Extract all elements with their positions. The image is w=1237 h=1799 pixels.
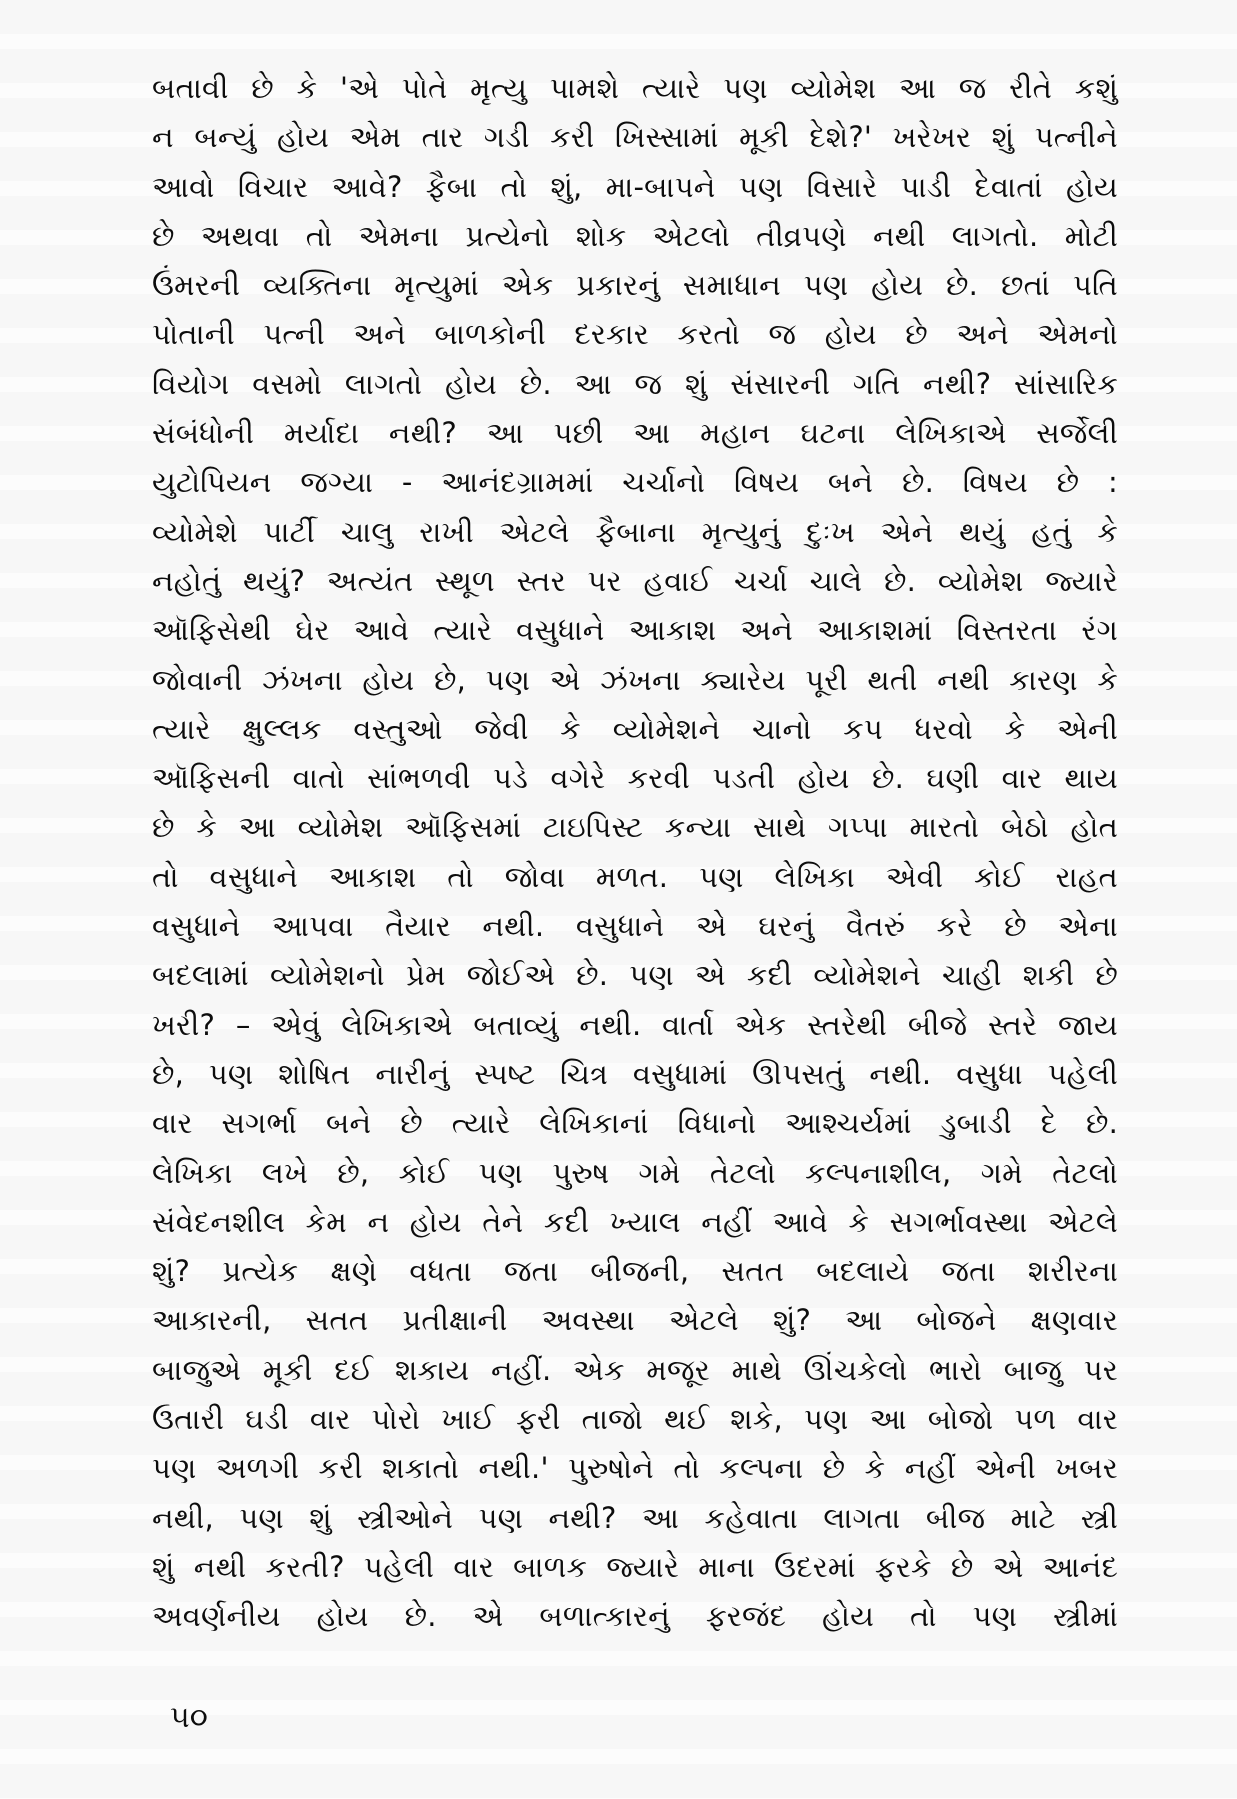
text-line: શું? પ્રત્યેક ક્ષણે વધતા જતા બીજની, સતત બદલાયે જતા શરીરના bbox=[152, 1254, 1118, 1289]
text-line: નહોતું થયું? અત્યંત સ્થૂળ સ્તર પર હવાઈ ચર્ચા ચાલે છે. વ્યોમેશ જ્યારે bbox=[152, 563, 1118, 598]
text-line: આવો વિચાર આવે? ફૈબા તો શું, મા-બાપને પણ વિસારે પાડી દેવાતાં હોય bbox=[152, 169, 1118, 204]
text-line: અવર્ણનીય હોય છે. એ બળાત્કારનું ફરજંદ હોય તો પણ સ્ત્રીમાં bbox=[152, 1599, 1118, 1634]
text-line: છે, પણ શોષિત નારીનું સ્પષ્ટ ચિત્ર વસુધામાં ઊપસતું નથી. વસુધા પહેલી bbox=[152, 1056, 1118, 1091]
text-line: યુટોપિયન જગ્યા - આનંદગ્રામમાં ચર્ચાનો વિષય બને છે. વિષય છે : bbox=[152, 465, 1118, 500]
text-line: ઑફિસની વાતો સાંભળવી પડે વગેરે કરવી પડતી હોય છે. ઘણી વાર થાય bbox=[152, 761, 1118, 796]
text-line: પણ અળગી કરી શકાતો નથી.' પુરુષોને તો કલ્પના છે કે નહીં એની ખબર bbox=[152, 1451, 1118, 1486]
text-line: જોવાની ઝંખના હોય છે, પણ એ ઝંખના ક્યારેય પૂરી થતી નથી કારણ કે bbox=[152, 662, 1118, 697]
text-line: આકારની, સતત પ્રતીક્ષાની અવસ્થા એટલે શું? આ બોજને ક્ષણવાર bbox=[152, 1303, 1118, 1338]
text-line: બાજુએ મૂકી દઈ શકાય નહીં. એક મજૂર માથે ઊંચકેલો ભારો બાજુ પર bbox=[152, 1352, 1118, 1387]
text-line: ન બન્યું હોય એમ તાર ગડી કરી ખિસ્સામાં મૂકી દેશે?' ખરેખર શું પત્નીને bbox=[152, 120, 1118, 155]
text-line: લેખિકા લખે છે, કોઈ પણ પુરુષ ગમે તેટલો કલ્પનાશીલ, ગમે તેટલો bbox=[152, 1155, 1118, 1190]
text-line: બતાવી છે કે 'એ પોતે મૃત્યુ પામશે ત્યારે પણ વ્યોમેશ આ જ રીતે કશું bbox=[152, 71, 1118, 105]
page-number: ૫૦ bbox=[170, 1700, 208, 1735]
text-line: વાર સગર્ભા બને છે ત્યારે લેખિકાનાં વિધાનો આશ્ચર્યમાં ડુબાડી દે છે. bbox=[152, 1106, 1118, 1141]
text-line: ખરી? – એવું લેખિકાએ બતાવ્યું નથી. વાર્તા એક સ્તરેથી બીજે સ્તરે જાય bbox=[152, 1007, 1118, 1042]
text-line: વસુધાને આપવા તૈયાર નથી. વસુધાને એ ઘરનું વૈતરું કરે છે એના bbox=[152, 909, 1118, 944]
text-line: છે કે આ વ્યોમેશ ઑફિસમાં ટાઇપિસ્ટ કન્યા સાથે ગપ્પા મારતો બેઠો હોત bbox=[152, 810, 1118, 845]
text-line: નથી, પણ શું સ્ત્રીઓને પણ નથી? આ કહેવાતા લાગતા બીજ માટે સ્ત્રી bbox=[152, 1500, 1118, 1535]
text-line: પોતાની પત્ની અને બાળકોની દરકાર કરતો જ હોય છે અને એમનો bbox=[152, 317, 1118, 352]
text-line: બદલામાં વ્યોમેશનો પ્રેમ જોઈએ છે. પણ એ કદી વ્યોમેશને ચાહી શકી છે bbox=[152, 958, 1118, 993]
text-line: ઉતારી ઘડી વાર પોરો ખાઈ ફરી તાજો થઈ શકે, પણ આ બોજો પળ વાર bbox=[152, 1402, 1118, 1437]
text-line: તો વસુધાને આકાશ તો જોવા મળત. પણ લેખિકા એવી કોઈ રાહત bbox=[152, 859, 1118, 894]
text-line: શું નથી કરતી? પહેલી વાર બાળક જ્યારે માના ઉદરમાં ફરકે છે એ આનંદ bbox=[152, 1549, 1118, 1584]
page-text bbox=[152, 64, 1118, 1642]
text-line: છે અથવા તો એમના પ્રત્યેનો શોક એટલો તીવ્રપણે નથી લાગતો. મોટી bbox=[152, 218, 1118, 253]
text-line: વિયોગ વસમો લાગતો હોય છે. આ જ શું સંસારની ગતિ નથી? સાંસારિક bbox=[152, 366, 1118, 401]
text-line: સંવેદનશીલ કેમ ન હોય તેને કદી ખ્યાલ નહીં આવે કે સગર્ભાવસ્થા એટલે bbox=[152, 1204, 1118, 1239]
text-line: સંબંધોની મર્યાદા નથી? આ પછી આ મહાન ઘટના લેખિકાએ સર્જેલી bbox=[152, 416, 1118, 451]
text-line: ઉંમરની વ્યક્તિના મૃત્યુમાં એક પ્રકારનું સમાધાન પણ હોય છે. છતાં પતિ bbox=[152, 268, 1118, 303]
text-line: ત્યારે ક્ષુલ્લક વસ્તુઓ જેવી કે વ્યોમેશને ચાનો કપ ધરવો કે એની bbox=[152, 711, 1118, 746]
text-line: ઑફિસેથી ઘેર આવે ત્યારે વસુધાને આકાશ અને આકાશમાં વિસ્તરતા રંગ bbox=[152, 613, 1118, 648]
text-line: વ્યોમેશે પાર્ટી ચાલુ રાખી એટલે ફૈબાના મૃત્યુનું દુઃખ એને થયું હતું કે bbox=[152, 514, 1118, 549]
